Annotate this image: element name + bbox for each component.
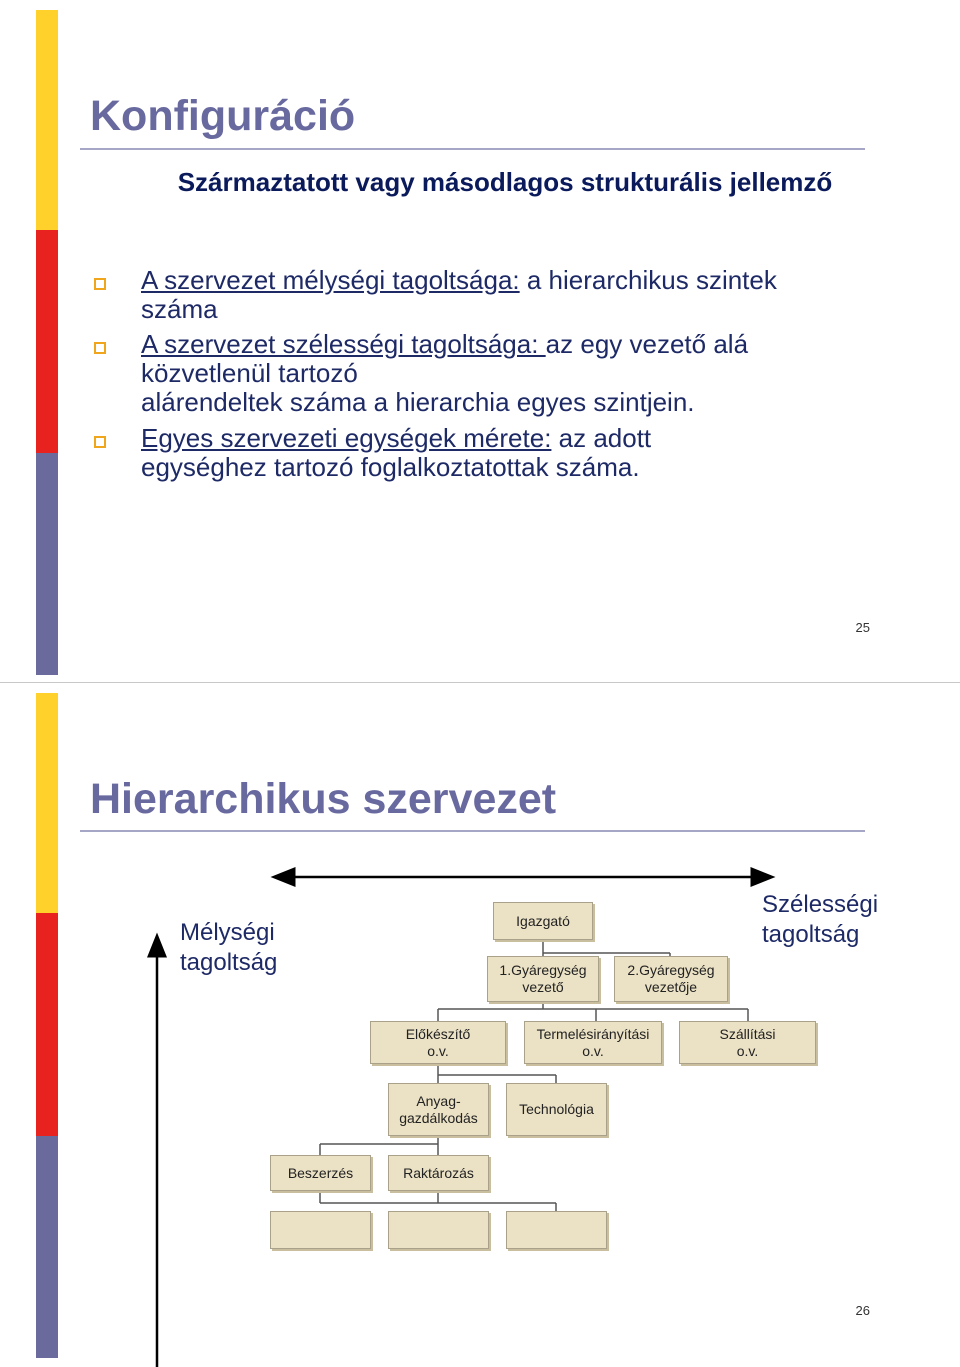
org-box-prep-line-2: o.v.	[427, 1042, 449, 1059]
org-box-prep-line-1: Előkészítő	[405, 1025, 471, 1042]
org-box-materials-line-2: gazdálkodás	[399, 1109, 478, 1126]
slide-25	[0, 0, 960, 683]
org-box-production-line-2: o.v.	[582, 1042, 604, 1059]
width-label-line-1: Szélességi	[762, 891, 879, 918]
slide-26	[0, 683, 960, 1367]
bullet-3-term: Egyes szervezeti egységek mérete:	[141, 423, 552, 453]
org-box-materials	[388, 1083, 489, 1136]
bullet-square-icon	[94, 436, 106, 448]
org-box-shipping	[679, 1021, 816, 1064]
bullet-2-rest: az egy vezető alá	[545, 329, 749, 359]
org-box-unit-2-line-2: vezetője	[644, 979, 698, 995]
depth-label	[180, 918, 277, 978]
org-box-unit-1-line-1: 1.Gyáregység	[499, 962, 587, 978]
org-box-purchasing: Beszerzés	[270, 1155, 371, 1191]
org-box-empty-3	[506, 1211, 607, 1249]
org-box-unit-1-line-2: vezető	[522, 979, 564, 995]
accent-bar-yellow	[36, 10, 58, 230]
accent-bar-red	[36, 230, 58, 453]
slide-title: Konfiguráció	[90, 92, 356, 140]
bullet-1-term: A szervezet mélységi tagoltsága:	[141, 265, 520, 295]
org-box-storage: Raktározás	[388, 1155, 489, 1191]
slide-title: Hierarchikus szervezet	[90, 775, 557, 823]
accent-bar-blue	[36, 453, 58, 675]
org-box-technology: Technológia	[506, 1083, 607, 1136]
bullet-1-line-1	[141, 266, 777, 295]
org-box-shipping-line-2: o.v.	[736, 1042, 759, 1059]
bullet-1-rest: a hierarchikus szintek	[519, 265, 777, 295]
slide-subtitle: Származtatott vagy másodlagos strukturális jellemző	[177, 167, 833, 197]
org-box-unit-1	[487, 956, 599, 1002]
org-box-unit-2	[614, 956, 728, 1002]
depth-label-line-2: tagoltság	[180, 949, 278, 976]
org-box-production	[524, 1021, 662, 1064]
org-box-prep	[370, 1021, 506, 1064]
org-box-unit-2-line-1: 2.Gyáregység	[627, 962, 715, 978]
org-box-empty-1	[270, 1211, 371, 1249]
bullet-square-icon	[94, 342, 106, 354]
bullet-3-line-2: egységhez tartozó foglalkoztatottak száma.	[141, 452, 640, 482]
bullet-2-line-2: közvetlenül tartozó	[141, 358, 358, 388]
org-box-empty-2	[388, 1211, 489, 1249]
bullet-2-term: A szervezet szélességi tagoltsága:	[141, 329, 546, 359]
org-box-shipping-line-1: Szállítási	[719, 1025, 776, 1042]
page-number: 25	[855, 620, 870, 635]
org-box-director: Igazgató	[493, 902, 593, 940]
depth-label-line-1: Mélységi	[180, 919, 275, 946]
title-rule	[80, 148, 865, 150]
page-number: 26	[855, 1303, 870, 1318]
width-label-line-2: tagoltság	[762, 921, 860, 948]
bullet-square-icon	[94, 278, 106, 290]
bullet-2-line-3: alárendeltek száma a hierarchia egyes szintjein.	[141, 387, 695, 417]
bullet-2-line-1	[141, 330, 748, 359]
bullet-1-line-2: száma	[141, 294, 218, 324]
org-box-production-line-1: Termelésirányítási	[536, 1025, 650, 1042]
bullet-3-rest: az adott	[551, 423, 652, 453]
width-label	[762, 890, 878, 950]
bullet-3-line-1	[141, 424, 651, 453]
org-box-materials-line-1: Anyag-	[416, 1092, 461, 1109]
